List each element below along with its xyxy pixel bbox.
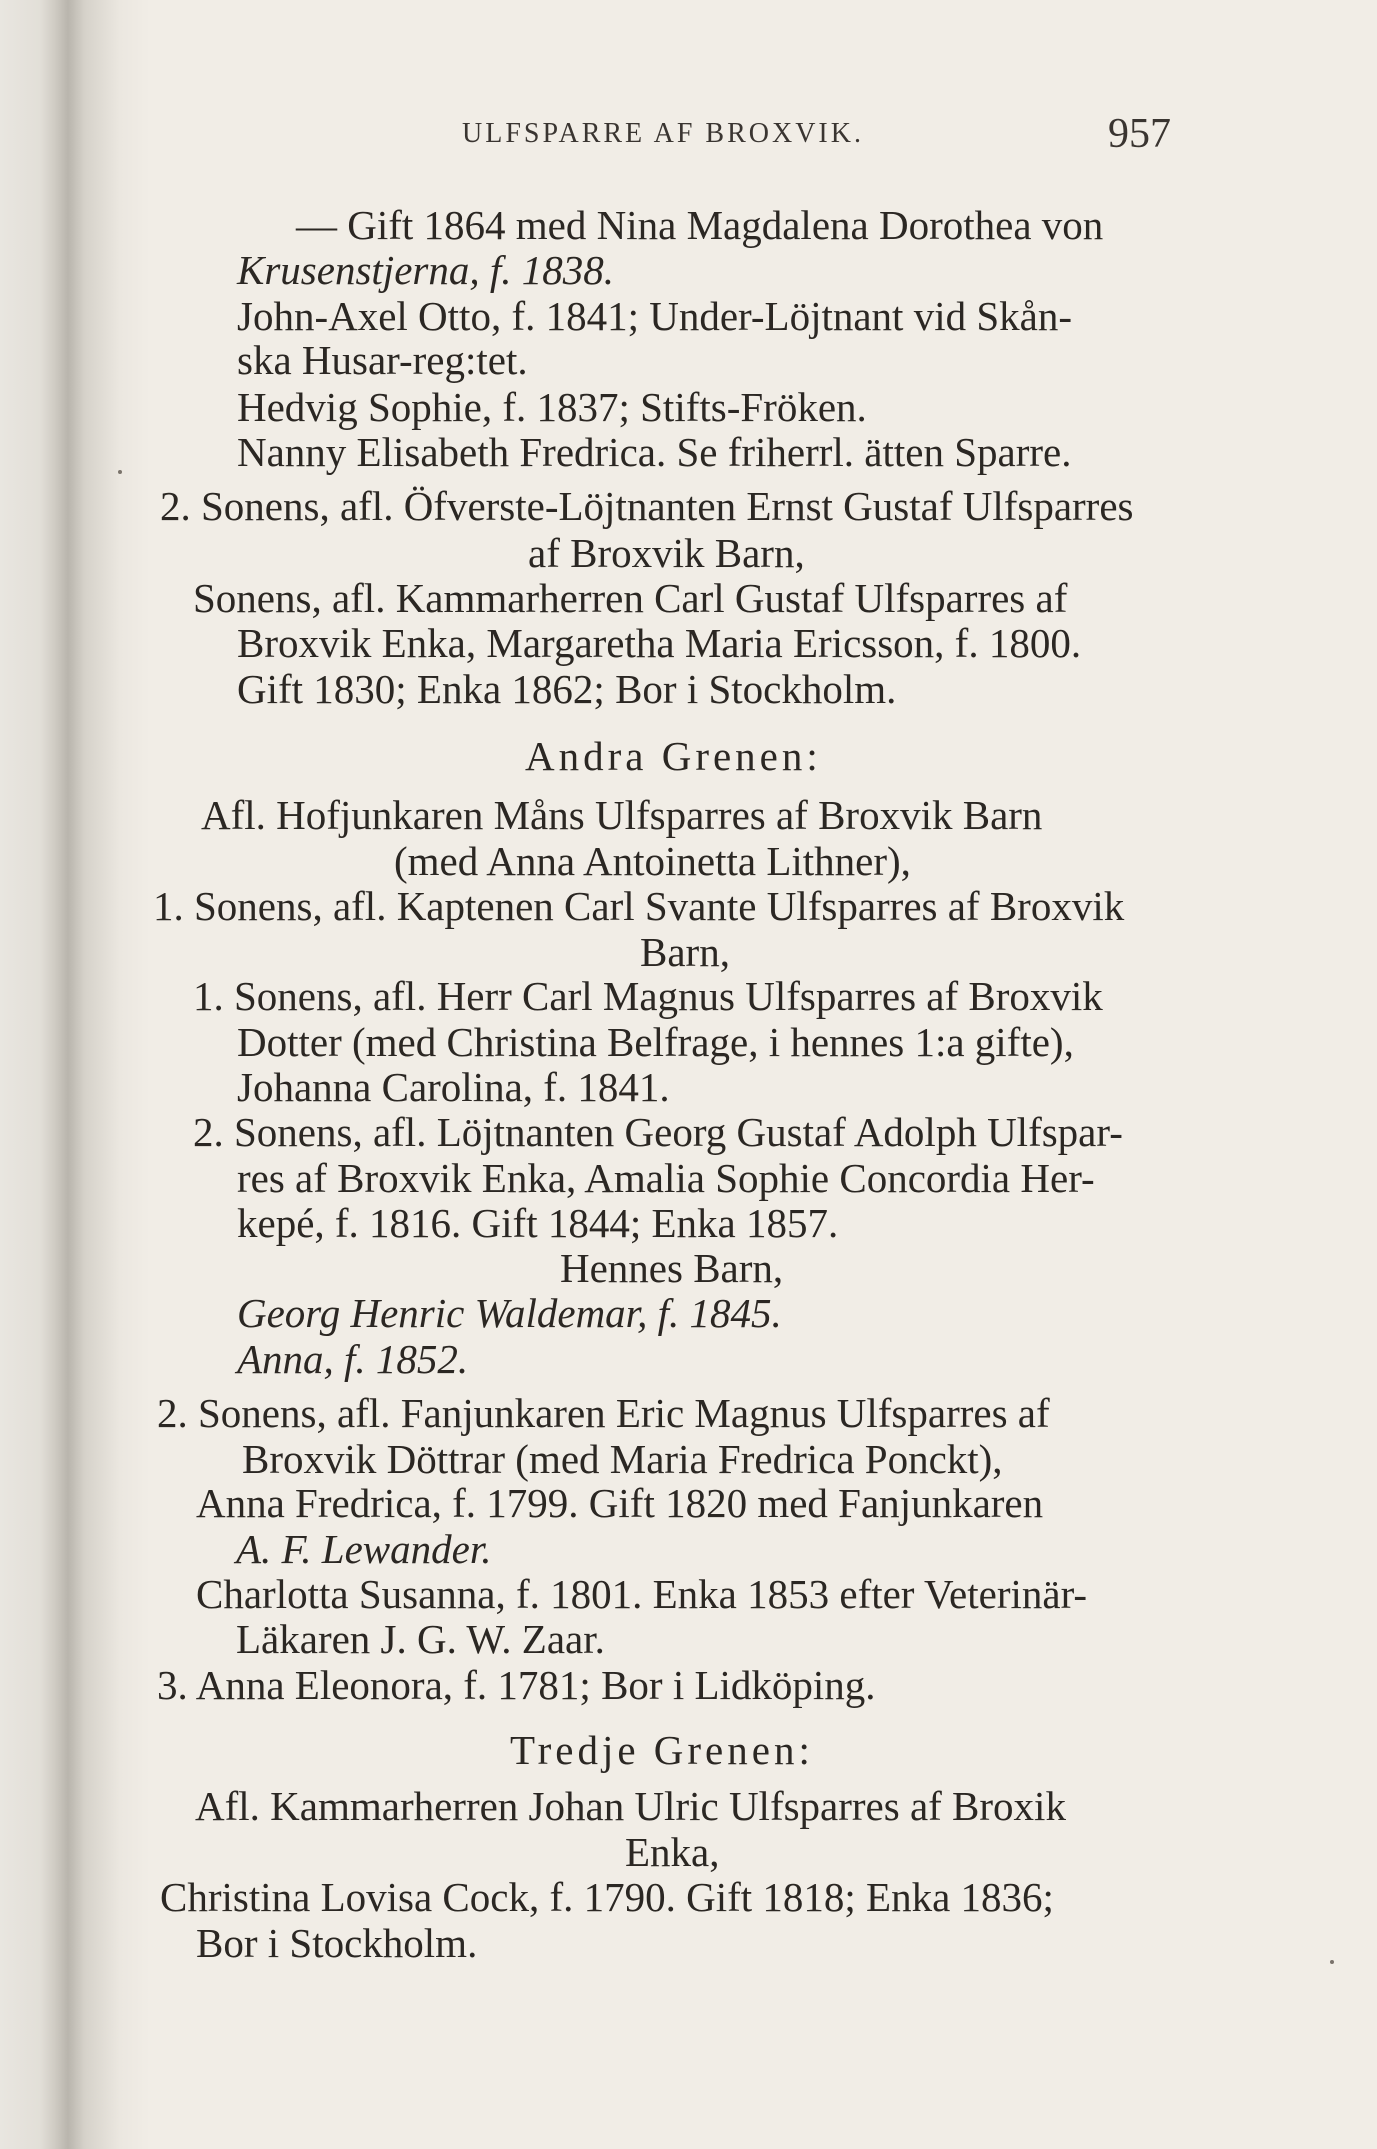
text-line: Bor i Stockholm. [196, 1920, 478, 1966]
section-heading: Tredje Grenen: [510, 1727, 814, 1773]
text-line: Barn, [640, 929, 730, 975]
text-line: Läkaren J. G. W. Zaar. [236, 1616, 605, 1662]
text-line: 1. Sonens, afl. Kaptenen Carl Svante Ulfsparres af Broxvik [153, 883, 1125, 929]
text-line: Sonens, afl. Kammarherren Carl Gustaf Ulfsparres af [193, 575, 1068, 621]
text-line: John-Axel Otto, f. 1841; Under-Löjtnant vid Skån- [237, 293, 1072, 339]
text-line: af Broxvik Barn, [528, 530, 805, 576]
text-line: Johanna Carolina, f. 1841. [237, 1064, 670, 1110]
text-line: Broxvik Döttrar (med Maria Fredrica Ponckt), [242, 1436, 1003, 1482]
text-line: Broxvik Enka, Margaretha Maria Ericsson, f. 1800. [237, 620, 1082, 666]
text-line: 2. Sonens, afl. Öfverste-Löjtnanten Ernst Gustaf Ulfsparres [160, 483, 1134, 529]
running-header: ULFSPARRE AF BROXVIK. [462, 118, 864, 149]
text-line: 2. Sonens, afl. Fanjunkaren Eric Magnus Ulfsparres af [157, 1390, 1050, 1436]
text-line: Dotter (med Christina Belfrage, i hennes 1:a gifte), [237, 1019, 1074, 1065]
text-line: A. F. Lewander. [236, 1526, 492, 1572]
text-line: 1. Sonens, afl. Herr Carl Magnus Ulfsparres af Broxvik [193, 973, 1103, 1019]
text-line: — Gift 1864 med Nina Magdalena Dorothea von [296, 202, 1104, 248]
text-line: 2. Sonens, afl. Löjtnanten Georg Gustaf Adolph Ulfspar- [193, 1109, 1123, 1155]
text-line: Hennes Barn, [560, 1245, 784, 1291]
text-line: Christina Lovisa Cock, f. 1790. Gift 1818; Enka 1836; [160, 1874, 1054, 1920]
text-line: Charlotta Susanna, f. 1801. Enka 1853 efter Veterinär- [196, 1571, 1088, 1617]
text-line: Afl. Hofjunkaren Måns Ulfsparres af Broxvik Barn [201, 792, 1043, 838]
text-line: Afl. Kammarherren Johan Ulric Ulfsparres af Broxik [195, 1783, 1066, 1829]
text-line: Krusenstjerna, f. 1838. [237, 247, 614, 293]
text-line: Georg Henric Waldemar, f. 1845. [237, 1290, 782, 1336]
text-line: Hedvig Sophie, f. 1837; Stifts-Fröken. [237, 384, 867, 430]
page-number: 957 [1108, 111, 1171, 157]
text-line: Nanny Elisabeth Fredrica. Se friherrl. ätten Sparre. [237, 429, 1072, 475]
text-line: res af Broxvik Enka, Amalia Sophie Concordia Her- [237, 1155, 1095, 1201]
text-line: Anna Fredrica, f. 1799. Gift 1820 med Fanjunkaren [196, 1480, 1044, 1526]
text-line: 3. Anna Eleonora, f. 1781; Bor i Lidköping. [157, 1662, 876, 1708]
text-line: Anna, f. 1852. [237, 1336, 469, 1382]
paper-speck [118, 470, 122, 474]
section-heading: Andra Grenen: [525, 733, 822, 779]
paper-speck [1330, 1960, 1334, 1964]
text-line: Gift 1830; Enka 1862; Bor i Stockholm. [237, 666, 897, 712]
text-line: (med Anna Antoinetta Lithner), [394, 838, 911, 884]
text-line: Enka, [625, 1829, 720, 1875]
text-line: ska Husar-reg:tet. [237, 337, 528, 383]
text-line: kepé, f. 1816. Gift 1844; Enka 1857. [237, 1200, 839, 1246]
